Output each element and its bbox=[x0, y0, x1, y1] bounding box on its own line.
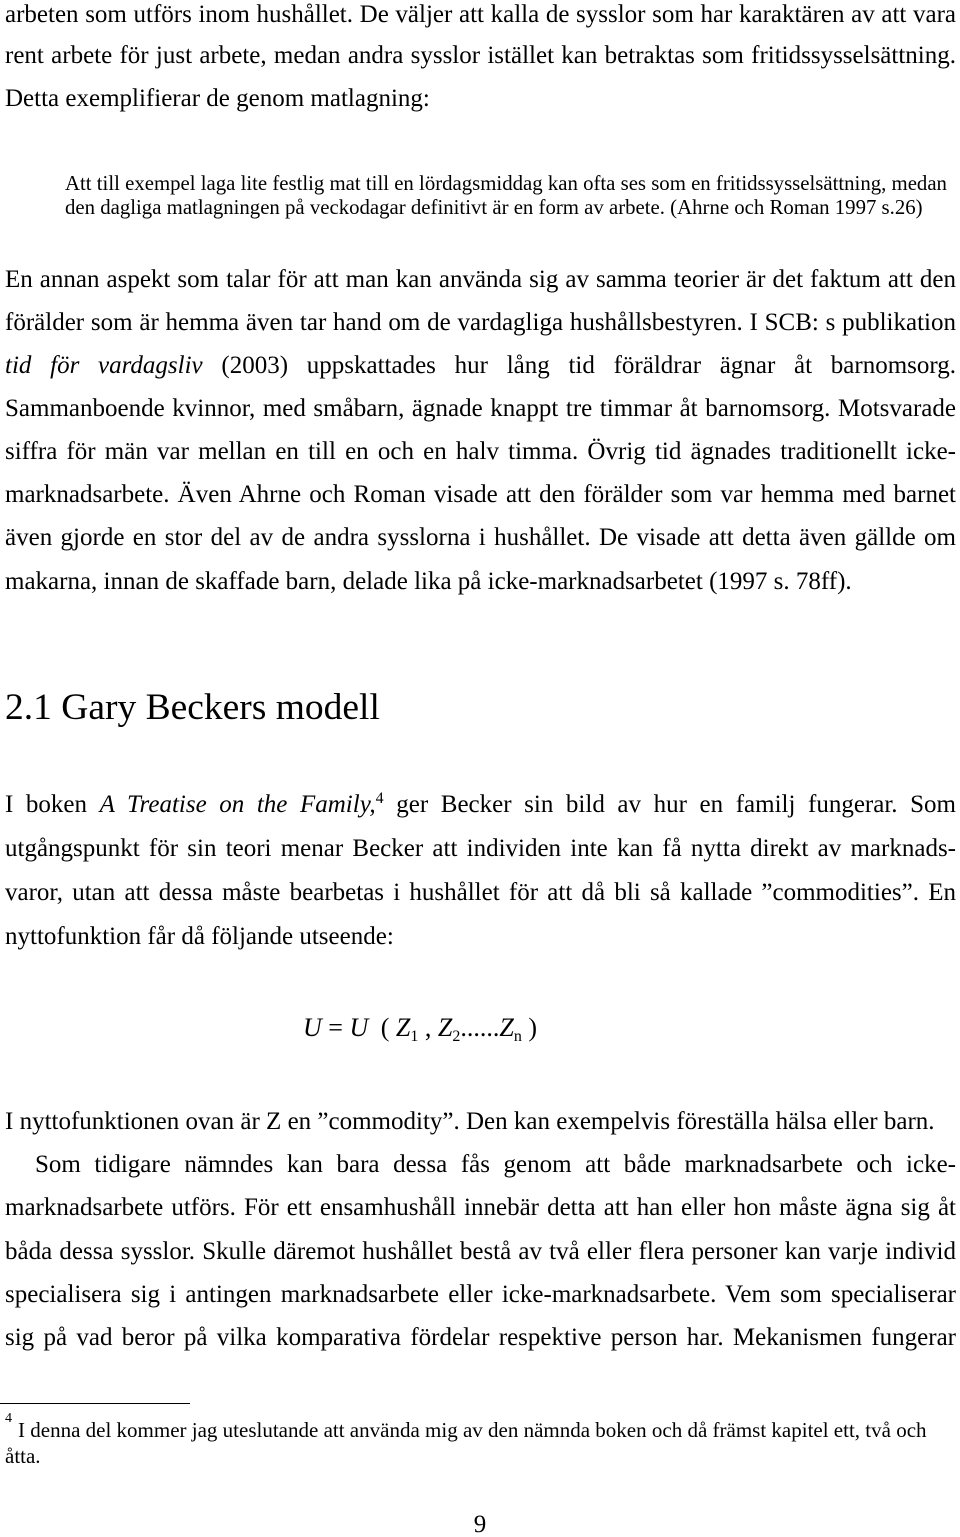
equation-term: Z bbox=[437, 1013, 453, 1042]
footnote-line: åtta. bbox=[5, 1444, 41, 1468]
block-quote-line: den dagliga matlagningen på veckodagar definitivt är en form av arbete. (Ahrne och Roman 1997 s.26) bbox=[65, 196, 923, 219]
body-text-line: siffra för män var mellan en till en och en halv timma. Övrig tid ägnades traditionellt icke- bbox=[5, 438, 956, 465]
body-text-line: Som tidigare nämndes kan bara dessa fås genom att både marknadsarbete och icke- bbox=[35, 1151, 956, 1178]
body-text-line bbox=[5, 351, 956, 381]
equation-function: U bbox=[349, 1013, 369, 1042]
footnote-reference: 4 bbox=[375, 790, 384, 807]
body-text-line: makarna, innan de skaffade barn, delade lika på icke-marknadsarbetet (1997 s. 78ff). bbox=[5, 568, 852, 595]
body-text-line: Detta exemplifierar de genom matlagning: bbox=[5, 85, 430, 112]
body-text-line: varor, utan att dessa måste bearbetas i hushållet för att då bli så kallade ”commodities”. En bbox=[5, 879, 956, 906]
equation-equals: = bbox=[328, 1013, 343, 1042]
equation-open-paren: ( bbox=[380, 1013, 390, 1042]
body-text-line: Sammanboende kvinnor, med småbarn, ägnade knappt tre timmar åt barnomsorg. Motsvarade bbox=[5, 395, 956, 422]
equation-lhs: U bbox=[303, 1013, 322, 1042]
body-text-line: utgångspunkt för sin teori menar Becker att individen inte kan få nytta direkt av marknads- bbox=[5, 835, 956, 862]
equation-ellipsis: ...... bbox=[460, 1013, 500, 1042]
page-number: 9 bbox=[473, 1511, 487, 1537]
body-text-line: En annan aspekt som talar för att man kan använda sig av samma teorier är det faktum att den bbox=[5, 266, 956, 293]
body-text-line: marknadsarbete. Även Ahrne och Roman visade att den förälder som var hemma med barnet bbox=[5, 481, 956, 508]
body-text-segment: I boken bbox=[5, 791, 88, 818]
body-text-line: förälder som är hemma även tar hand om de vardagliga hushållsbestyren. I SCB: s publikation bbox=[5, 309, 956, 336]
book-title: A Treatise on the Family, bbox=[99, 791, 376, 818]
footnote-number: 4 bbox=[5, 1411, 12, 1426]
publication-title: tid för vardagsliv bbox=[5, 352, 203, 379]
body-text-line: arbeten som utförs inom hushållet. De väljer att kalla de sysslor som har karaktären av att vara bbox=[5, 1, 956, 28]
body-text-line: nyttofunktion får då följande utseende: bbox=[5, 923, 394, 950]
equation-subscript: 2 bbox=[452, 1028, 461, 1045]
body-text-line: marknadsarbete utförs. För ett ensamhushåll innebär detta att han eller hon måste ägna sig åt bbox=[5, 1194, 956, 1221]
equation-term: Z bbox=[395, 1013, 411, 1042]
body-text-segment: (2003) uppskattades hur lång tid föräldrar ägnar åt barnomsorg. bbox=[221, 352, 957, 379]
body-text-line: även gjorde en stor del av de andra sysslorna i hushållet. De visade att detta även gällde om bbox=[5, 524, 956, 551]
body-text-segment: ger Becker sin bild av hur en familj fungerar. Som bbox=[396, 791, 956, 818]
footnote-separator bbox=[0, 1403, 190, 1404]
utility-equation bbox=[303, 1012, 537, 1044]
section-heading: 2.1 Gary Beckers modell bbox=[5, 687, 380, 728]
footnote-line: I denna del kommer jag uteslutande att använda mig av den nämnda boken och då främst kapitel ett, två och bbox=[18, 1418, 927, 1442]
equation-separator: , bbox=[424, 1013, 432, 1042]
block-quote-line: Att till exempel laga lite festlig mat till en lördagsmiddag kan ofta ses som en fritidssysselsättning, medan bbox=[65, 172, 947, 195]
body-text-line bbox=[5, 790, 956, 820]
body-text-line: båda dessa sysslor. Skulle däremot hushållet bestå av två eller flera personer kan varje individ bbox=[5, 1238, 956, 1265]
body-text-line: specialisera sig i antingen marknadsarbete eller icke-marknadsarbete. Vem som specialiserar bbox=[5, 1281, 956, 1308]
body-text-line: I nyttofunktionen ovan är Z en ”commodity”. Den kan exempelvis föreställa hälsa eller barn. bbox=[5, 1108, 935, 1135]
equation-subscript: n bbox=[513, 1028, 522, 1045]
body-text-line: rent arbete för just arbete, medan andra sysslor istället kan betraktas som fritidssysselsättning. bbox=[5, 42, 956, 69]
equation-close-paren: ) bbox=[528, 1013, 537, 1042]
equation-term: Z bbox=[499, 1013, 514, 1042]
equation-subscript: 1 bbox=[410, 1028, 419, 1045]
body-text-line: sig på vad beror på vilka komparativa fördelar respektive person har. Mekanismen fungerar bbox=[5, 1324, 956, 1351]
